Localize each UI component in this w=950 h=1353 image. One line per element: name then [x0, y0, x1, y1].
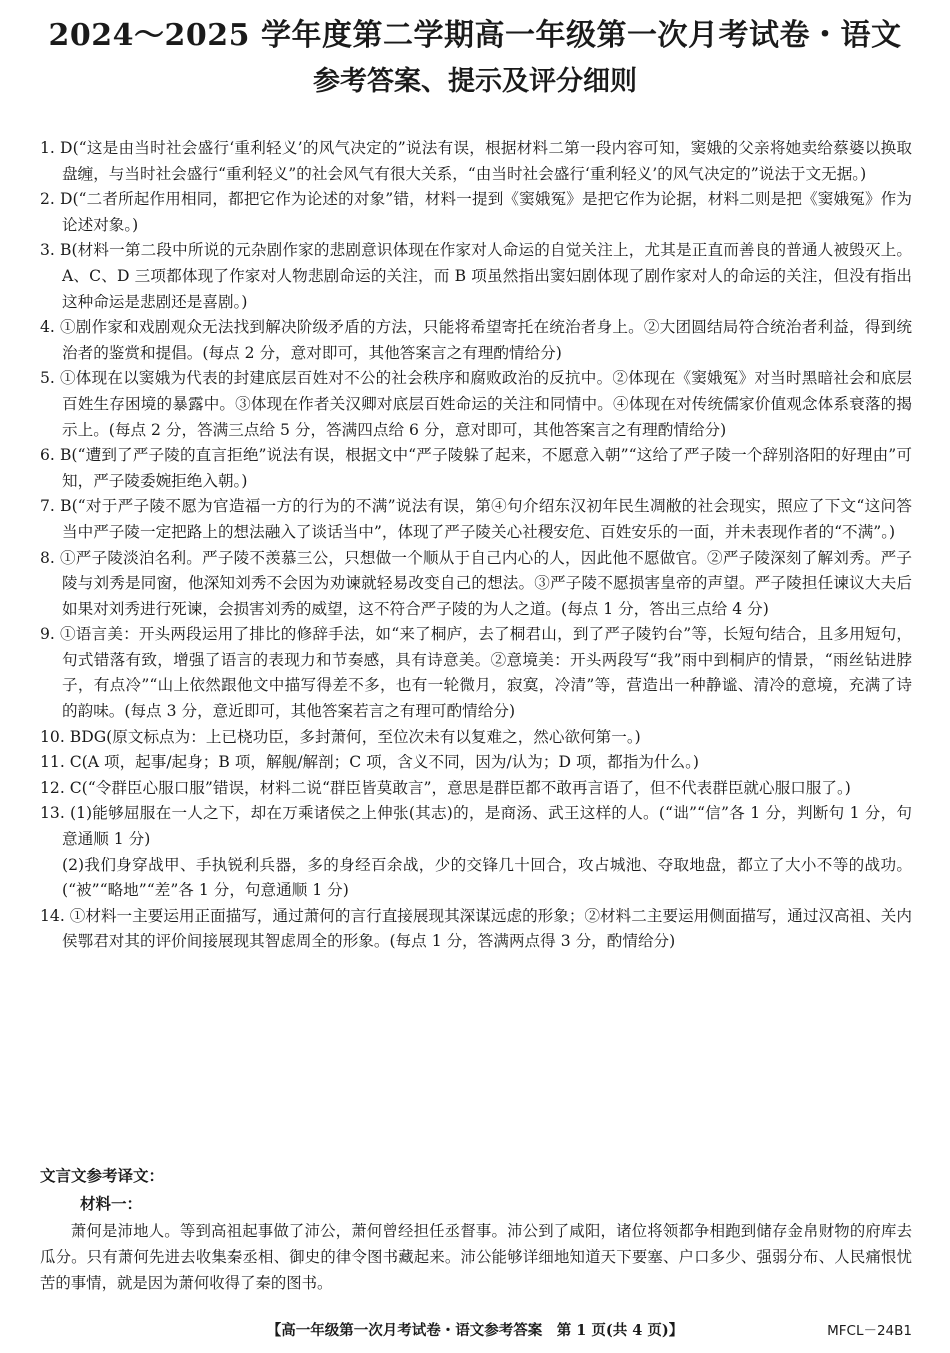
- answer-item-13: [40, 801, 912, 903]
- footer-page-info: 【高一年级第一次月考试卷・语文参考答案 第 1 页(共 4 页)】: [266, 1322, 684, 1339]
- answer-item-14: 14. ①材料一主要运用正面描写，通过萧何的言行直接展现其深谋远虑的形象；②材料二主要运用侧面描写，通过汉高祖、关内侯鄂君对其的评价间接展现其智虑周全的形象。(每点 1 分，答满两点得 3 分，酌情给分): [40, 906, 912, 951]
- answer-item-5: 5. ①体现在以窦娥为代表的封建底层百姓对不公的社会秩序和腐败政治的反抗中。②体现在《窦娥冤》对当时黑暗社会和底层百姓生存困境的暴露中。③体现在作者关汉卿对底层百姓命运的关注和同情中。④体现在对传统儒家价值观念体系衰落的揭示上。(每点 2 分，答满三点给 5 分，答满四点给 6 分，意对即可，其他答案言之有理酌情给分): [40, 369, 912, 439]
- answer-item-4: 4. ①剧作家和戏剧观众无法找到解决阶级矛盾的方法，只能将希望寄托在统治者身上。②大团圆结局符合统治者利益，得到统治者的鉴赏和提倡。(每点 2 分，意对即可，其他答案言之有理酌情给分): [40, 318, 912, 362]
- answer-item-2: 2. D(“二者所起作用相同，都把它作为论述的对象”错，材料一提到《窦娥冤》是把它作为论据，材料二则是把《窦娥冤》作为论述对象。): [40, 190, 912, 234]
- answer-item-11: 11. C(A 项，起事/起身；B 项，解舰/解剖；C 项，含义不同，因为/认为；D 项，都指为什么。): [40, 753, 699, 772]
- answer-13-part-1: 13. (1)能够屈服在一人之下，却在万乘诸侯之上伸张(其志)的，是商汤、武王这样的人。(“诎”“信”各 1 分，判断句 1 分，句意通顺 1 分): [40, 804, 912, 849]
- material-one-translation: 萧何是沛地人。等到高祖起事做了沛公，萧何曾经担任丞督事。沛公到了咸阳，诸位将领都争相跑到储存金帛财物的府库去瓜分。只有萧何先进去收集秦丞相、御史的律令图书藏起来。沛公能够详细地知道天下要塞、户口多少、强弱分布、人民痛恨忧苦的事情，就是因为萧何收得了秦的图书。: [40, 1222, 912, 1292]
- answer-item-6: 6. B(“遭到了严子陵的直言拒绝”说法有误，根据文中“严子陵躲了起来，不愿意入朝”“这给了严子陵一个辞别洛阳的好理由”可知，严子陵委婉拒绝入朝。): [40, 446, 912, 490]
- answer-item-1: 1. D(“这是由当时社会盛行‘重利轻义’的风气决定的”说法有误，根据材料二第一段内容可知，窦娥的父亲将她卖给蔡婆以换取盘缠，与当时社会盛行“重利轻义”的社会风气有很大关系，“由当时社会盛行‘重利轻义’的风气决定的”说法于文无据。): [40, 139, 912, 183]
- answer-item-8: 8. ①严子陵淡泊名利。严子陵不羡慕三公，只想做一个顺从于自己内心的人，因此他不愿做官。②严子陵深刻了解刘秀。严子陵与刘秀是同窗，他深知刘秀不会因为劝谏就轻易改变自己的想法。③严子陵不愿损害皇帝的声望。严子陵担任谏议大夫后如果对刘秀进行死谏，会损害刘秀的威望，这不符合严子陵的为人之道。(每点 1 分，答出三点给 4 分): [40, 548, 912, 618]
- answer-item-10: 10. BDG(原文标点为：上已桡功臣，多封萧何，至位次未有以复难之，然心欲何第一。): [40, 727, 641, 746]
- answer-item-7: 7. B(“对于严子陵不愿为官造福一方的行为的不满”说法有误，第④句介绍东汉初年民生凋敝的社会现实，照应了下文“这问答当中严子陵一定把路上的想法融入了谈话当中”，体现了严子陵关心社稷安危、百姓安乐的一面，并未表现作者的“不满”。): [40, 497, 912, 541]
- page-title: 2024～2025 学年度第二学期高一年级第一次月考试卷・语文: [48, 18, 902, 53]
- translation-section-title: 文言文参考译文：: [40, 1167, 165, 1185]
- answer-13-part-2: (2)我们身穿战甲、手执锐利兵器，多的身经百余战，少的交锋几十回合，攻占城池、夺取地盘，都立了大小不等的战功。(“被”“略地”“差”各 1 分，句意通顺 1 分): [62, 855, 912, 900]
- answer-item-3: 3. B(材料一第二段中所说的元杂剧作家的悲剧意识体现在作家对人命运的自觉关注上，尤其是正直而善良的普通人被毁灭上。A、C、D 三项都体现了作家对人物悲剧命运的关注，而 B 项虽然指出窦妇剧体现了剧作家对人的命运的关注，但没有指出这种命运是悲剧还是喜剧。): [40, 241, 912, 311]
- material-one-title: 材料一：: [80, 1195, 143, 1213]
- footer-code: MFCL－24B1: [827, 1323, 912, 1339]
- answer-item-9: 9. ①语言美：开头两段运用了排比的修辞手法，如“来了桐庐，去了桐君山，到了严子陵钓台”等，长短句结合，且多用短句，句式错落有致，增强了语言的表现力和节奏感，具有诗意美。②意境美：开头两段写“我”雨中到桐庐的情景，“雨丝钻进脖子，有点冷”“山上依然跟他文中描写得差不多，也有一轮微月，寂寞，冷清”等，营造出一种静谧、清冷的意境，充满了诗的韵味。(每点 3 分，意近即可，其他答案若言之有理可酌情给分): [40, 625, 912, 721]
- page-footer: [0, 1318, 950, 1344]
- answer-item-12: 12. C(“令群臣心服口服”错误，材料二说“群臣皆莫敢言”，意思是群臣都不敢再言语了，但不代表群臣就心服口服了。): [40, 778, 851, 797]
- answer-list: [40, 136, 912, 955]
- page-subtitle: 参考答案、提示及评分细则: [313, 66, 637, 97]
